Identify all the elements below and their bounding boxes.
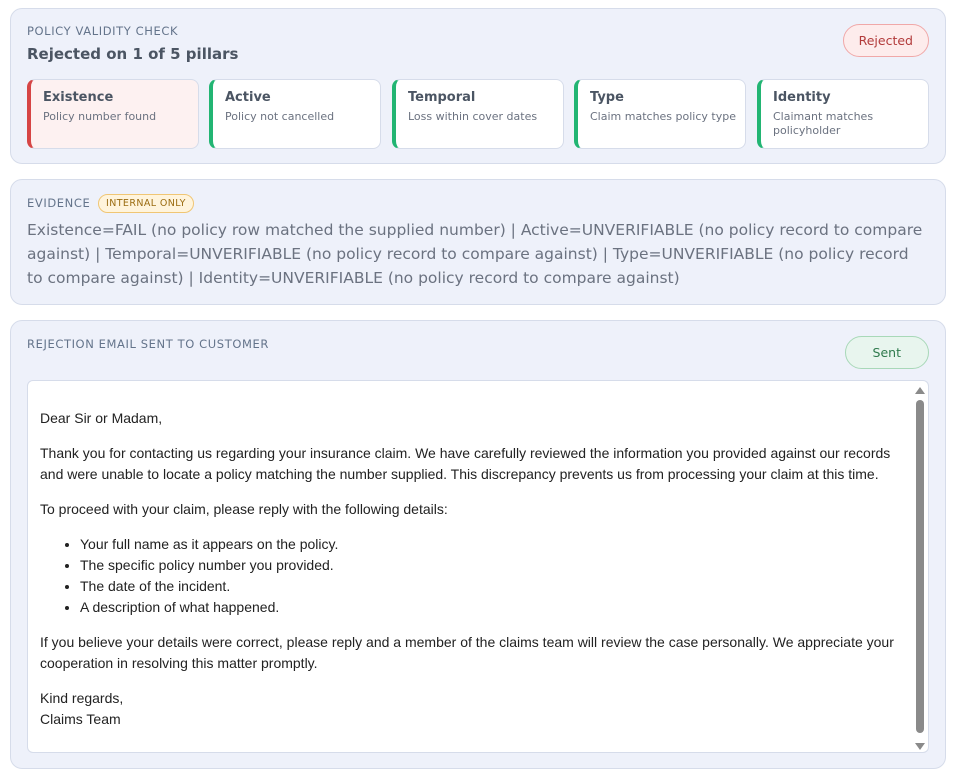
email-paragraph: If you believe your details were correct, please reply and a member of the claims team will review the case personally. We appreciate your cooperation in resolving this matter promptly. (40, 634, 894, 671)
rejection-email-card (10, 320, 946, 769)
validity-headline: Rejected on 1 of 5 pillars (27, 45, 239, 63)
list-item: • Your full name as it appears on the policy. (80, 534, 900, 555)
pillar-identity (757, 79, 929, 149)
pillar-name: Temporal (408, 90, 476, 105)
pillar-name: Identity (773, 90, 831, 105)
email-body (40, 408, 900, 730)
pillar-description: Policy not cancelled (225, 110, 335, 123)
scroll-up-arrow-icon[interactable] (915, 387, 925, 394)
evidence-card (10, 179, 946, 305)
email-signoff (40, 688, 900, 730)
email-preview[interactable] (27, 380, 929, 753)
scrollbar-thumb[interactable] (916, 400, 924, 733)
evidence-text: Existence=FAIL (no policy row matched the supplied number) | Active=UNVERIFIABLE (no policy record to compare against) | Temporal=UNVERIFIABLE (no policy record to compare against) | Type=UNVERIFIABLE (no policy record to compare against) | Identity=UNVERIFIABLE (no policy record to compare against) (27, 221, 923, 287)
pillar-list (27, 79, 929, 149)
list-item: • A description of what happened. (80, 597, 900, 618)
email-paragraph: To proceed with your claim, please reply with the following details: (40, 501, 448, 517)
email-scrollbar[interactable] (914, 383, 926, 750)
pillar-description: Claim matches policy type (590, 110, 736, 123)
pillar-temporal (392, 79, 564, 149)
pillar-existence (27, 79, 199, 149)
pillar-description: Claimant matches policyholder (773, 110, 874, 137)
policy-validity-title: POLICY VALIDITY CHECK (27, 24, 179, 38)
sent-status-badge: Sent (845, 336, 929, 369)
internal-only-badge: INTERNAL ONLY (98, 194, 194, 213)
policy-validity-card (10, 8, 946, 164)
pillar-active (209, 79, 381, 149)
pillar-description: Loss within cover dates (408, 110, 538, 123)
evidence-title: EVIDENCE (27, 196, 91, 210)
scroll-down-arrow-icon[interactable] (915, 743, 925, 750)
email-detail-list (80, 534, 900, 618)
pillar-name: Active (225, 90, 271, 105)
email-greeting: Dear Sir or Madam, (40, 410, 163, 426)
pillar-name: Existence (43, 90, 114, 105)
pillar-description: Policy number found (43, 110, 157, 123)
email-paragraph: Thank you for contacting us regarding your insurance claim. We have carefully reviewed the information you provided against our records and were unable to locate a policy matching the number supplied. This discrepancy prevents us from processing your claim at this time. (40, 445, 891, 482)
rejected-status-badge: Rejected (843, 24, 929, 57)
list-item: • The date of the incident. (80, 576, 900, 597)
pillar-type (574, 79, 746, 149)
pillar-name: Type (590, 90, 624, 105)
email-signature: Claims Team (40, 711, 121, 727)
rejection-email-title: REJECTION EMAIL SENT TO CUSTOMER (27, 337, 269, 351)
list-item: • The specific policy number you provided. (80, 555, 900, 576)
email-signoff-line: Kind regards, (40, 690, 124, 706)
